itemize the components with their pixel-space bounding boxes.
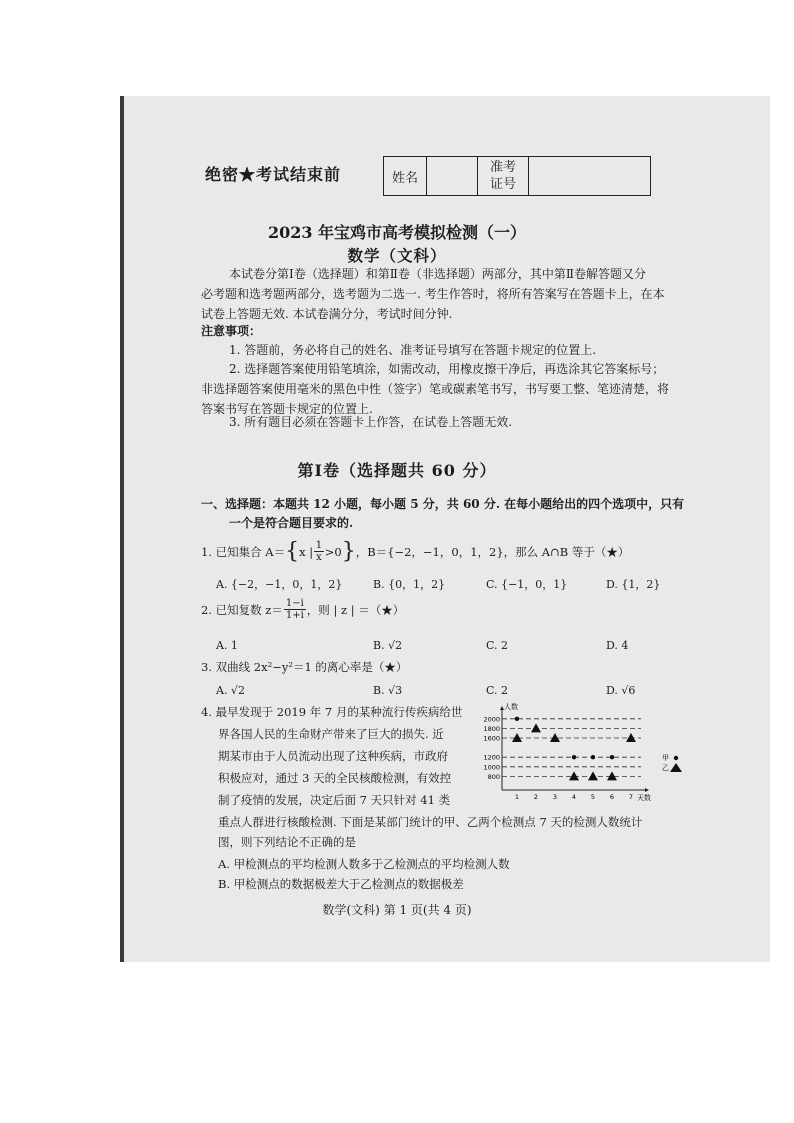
candidate-info-table [383,156,651,196]
question-1 [201,540,629,563]
series-yi-point [588,771,598,780]
y-tick-label: 1000 [483,763,500,772]
section-instruction-line-1: 一、选择题：本题共 12 小题，每小题 5 分，共 60 分. 在每小题给出的四个选项中，只有 [201,497,685,511]
q4-line-1: 4. 最早发现于 2019 年 7 月的某种流行传疾病给世 [201,705,463,719]
note-2-line-3: 答案书写在答题卡规定的位置上. [201,402,373,416]
x-tick-label: 1 [514,793,520,801]
series-jia-point [572,755,576,759]
x-axis-arrow [645,788,649,792]
note-2-line-2: 非选择题答案使用毫米的黑色中性（签字）笔或碳素笔书写，书写要工整、笔迹清楚，将 [201,382,670,396]
intro-line-3: 试卷上答题无效. 本试卷满分分，考试时间分钟. [201,307,453,321]
note-1: 1. 答题前，务必将自己的姓名、准考证号填写在答题卡规定的位置上. [229,343,597,357]
q3-option-b[interactable]: B. √3 [373,684,403,697]
q1-set-tail: >0 [324,544,342,559]
q3-option-c[interactable]: C. 2 [486,684,509,697]
q1-set-lead: x | [299,544,314,559]
intro-line-1: 本试卷分第Ⅰ卷（选择题）和第Ⅱ卷（非选择题）两部分，其中第Ⅱ卷解答题又分 [229,267,647,281]
q1-option-d[interactable]: D. {1，2} [606,578,661,591]
q3-option-d[interactable]: D. √6 [606,684,636,697]
q2-fraction [284,598,306,621]
q4-line-3: 期某市由于人员流动出现了这种疾病，市政府 [218,749,448,763]
legend-yi-marker [670,763,682,772]
series-yi-point [550,733,560,742]
q1-brace-left: { [285,538,300,564]
series-jia-point [610,755,614,759]
series-yi-point [607,771,617,780]
y-tick-label: 1200 [483,753,500,762]
y-axis-label: 人数 [504,703,518,711]
q1-stem-pre: 1. 已知集合 A＝ [201,544,286,559]
question-2 [201,598,404,621]
q4-line-7: 图，则下列结论不正确的是 [218,835,356,849]
q1-option-a[interactable]: A. {−2，−1，0，1，2} [216,578,343,591]
x-tick-label: 7 [628,793,634,801]
q4-option-b[interactable]: B. 甲检测点的数据极差大于乙检测点的数据极差 [218,877,464,891]
q1-brace-right: } [341,538,356,564]
question-3: 3. 双曲线 2x²−y²＝1 的离心率是（★） [201,660,408,674]
q2-option-a[interactable]: A. 1 [216,639,238,652]
name-field[interactable] [427,157,478,196]
series-jia-point [515,717,519,721]
exam-id-field[interactable] [529,157,651,196]
q4-line-2: 界各国人民的生命财产带来了巨大的损失. 近 [218,727,444,741]
q2-frac-num: 1−i [285,598,304,609]
note-2-line-1: 2. 选择题答案使用铅笔填涂，如需改动，用橡皮擦干净后，再选涂其它答案标号； [229,362,665,376]
confidential-label: 绝密★考试结束前 [205,165,342,184]
x-tick-label: 4 [571,793,577,801]
notes-heading: 注意事项： [201,324,262,338]
x-tick-label: 3 [552,793,558,801]
q4-line-4: 积极应对，通过 3 天的全民核酸检测，有效控 [218,771,452,785]
page-footer: 数学(文科) 第 1 页(共 4 页) [322,903,472,917]
q1-stem-post: ，B＝{−2，−1，0，1，2}，那么 A∩B 等于（★） [355,544,630,559]
q3-option-a[interactable]: A. √2 [216,684,245,697]
legend-yi-label: 乙 [662,764,669,772]
series-yi-point [531,723,541,732]
y-tick-label: 1600 [483,734,500,743]
q4-line-5: 制了疫情的发展，决定后面 7 天只针对 41 类 [218,793,451,807]
series-jia-point [591,755,595,759]
series-yi-point [626,733,636,742]
subject-title: 数学（文科） [347,246,447,265]
intro-line-2: 必考题和选考题两部分，选考题为二选一. 考生作答时，将所有答案写在答题卡上，在本 [201,287,665,301]
q2-option-d[interactable]: D. 4 [606,639,629,652]
q2-option-b[interactable]: B. √2 [373,639,403,652]
q2-option-c[interactable]: C. 2 [486,639,509,652]
section-title: 第Ⅰ卷（选择题共 60 分） [297,461,497,480]
q1-fraction [314,540,324,563]
testing-count-chart [470,702,690,806]
y-tick-label: 2000 [483,715,500,724]
series-yi-point [512,733,522,742]
q4-line-6: 重点人群进行核酸检测. 下面是某部门统计的甲、乙两个检测点 7 天的检测人数统计 [218,815,643,829]
x-axis-label: 天数 [637,794,651,802]
q1-frac-num: 1 [315,540,323,551]
name-label: 姓名 [384,157,427,196]
q2-stem-pre: 2. 已知复数 z＝ [201,602,283,617]
q4-option-a[interactable]: A. 甲检测点的平均检测人数多于乙检测点的平均检测人数 [218,857,510,871]
q2-stem-post: ，则 | z | ＝（★） [306,602,405,617]
exam-title: 2023 年宝鸡市高考模拟检测（一） [267,223,527,242]
note-3: 3. 所有题目必须在答题卡上作答，在试卷上答题无效. [229,415,513,429]
x-tick-label: 5 [590,793,596,801]
q2-frac-den: 1+i [285,610,304,621]
section-instruction-line-2: 一个是符合题目要求的. [229,516,354,530]
y-tick-label: 1800 [483,724,500,733]
x-tick-label: 2 [533,793,539,801]
exam-id-label-line2: 证号 [489,177,516,192]
legend-jia-marker [674,756,678,760]
q1-option-b[interactable]: B. {0，1，2} [373,578,446,591]
q1-option-c[interactable]: C. {−1，0，1} [486,578,568,591]
exam-id-label-line1: 准考 [489,160,516,175]
series-yi-point [569,771,579,780]
q1-frac-den: x [316,552,322,563]
y-tick-label: 800 [487,772,500,781]
exam-id-label [478,157,529,196]
legend-jia-label: 甲 [662,754,669,762]
x-tick-label: 6 [609,793,615,801]
